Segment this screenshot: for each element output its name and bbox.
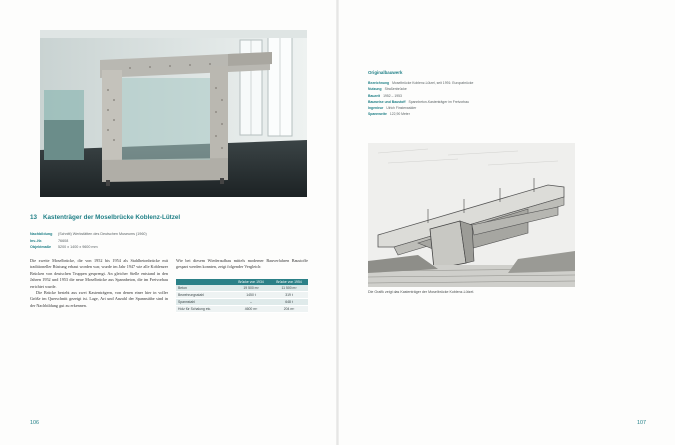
table-cell: 1450 t	[246, 293, 256, 297]
table-cell: 11 500 m³	[281, 286, 297, 290]
detail-label: Nutzung	[368, 87, 382, 92]
original-structure-details	[368, 80, 568, 118]
detail-row	[368, 111, 568, 117]
meta-value: 76608	[58, 238, 69, 243]
detail-label: Bauzeit	[368, 93, 381, 98]
section-number: 13	[30, 214, 38, 221]
exhibit-photo	[40, 30, 307, 197]
body-text-column-2	[176, 258, 308, 271]
section-title: Kastenträger der Moselbrücke Koblenz-Lützel	[43, 214, 181, 221]
bridge-sketch-drawing	[368, 143, 575, 287]
original-structure-heading: Originalbauwerk	[368, 70, 403, 75]
body-text-column-1	[30, 258, 168, 309]
sketch-caption: Die Grafik zeigt das Kastenträger der Moselbrücke Koblenz-Lützel.	[368, 290, 475, 294]
table-row	[176, 285, 308, 292]
table-cell: Bewehrungsstahl	[178, 293, 205, 297]
table-cell: 4600 m³	[244, 307, 258, 311]
meta-label: Inv.-Nr.	[30, 238, 43, 243]
table-row	[176, 306, 308, 313]
body-paragraph: Wie bei diesem Wiederaufbau mittels moderner Bauverfahren Baustoffe gespart werden konnten, zeigt folgender Vergleich:	[176, 258, 308, 270]
detail-label: Spannweite	[368, 112, 387, 117]
table-cell: 19 500 m³	[243, 286, 259, 290]
meta-row	[30, 238, 180, 245]
table-cell: –	[250, 300, 252, 304]
table-cell: Beton	[178, 286, 187, 290]
detail-label: Bauweise und Baustoff	[368, 99, 406, 104]
table-row	[176, 292, 308, 299]
meta-row	[30, 244, 180, 251]
meta-value: (Schnitt) Werkstätten des Deutschen Museums (1960)	[58, 232, 147, 236]
detail-label: Ingenieur	[368, 106, 384, 111]
book-gutter	[336, 0, 339, 445]
detail-value: Ulrich Finsterwalder	[386, 106, 417, 111]
table-header-cell: Brücke von 1954	[276, 280, 302, 284]
table-cell: Spannstahl	[178, 300, 195, 304]
page-number-right: 107	[637, 420, 646, 426]
table-header-cell: Brücke von 1934	[238, 280, 264, 284]
meta-label: Objektmaße	[30, 245, 52, 250]
object-meta	[30, 231, 180, 251]
section-heading	[30, 214, 320, 221]
meta-label: Nachbildung	[30, 232, 53, 236]
detail-value: 122,90 Meter	[389, 112, 410, 117]
body-paragraph: Die Brücke besteht aus zwei Kastenträgern, von denen einer hier in voller Größe im Querschnitt gezeigt ist. Lage, Art und Anzahl der Spannstäbe sind in der Nachbildung gut zu erkennen.	[30, 290, 168, 308]
detail-value: Straßenbrücke	[384, 87, 407, 92]
exhibit-photo-drawing	[40, 30, 307, 197]
detail-label: Bezeichnung	[368, 81, 390, 85]
page-number-left: 106	[30, 420, 39, 426]
table-cell: 319 t	[285, 293, 293, 297]
table-row	[176, 299, 308, 306]
table-cell: 648 t	[285, 300, 293, 304]
table-cell: Holz für Schalung etc.	[178, 307, 212, 311]
detail-value: Spannbeton-Kastenträger im Freivorbau	[408, 99, 470, 104]
table-cell: 204 m³	[283, 307, 295, 311]
comparison-table	[176, 279, 308, 313]
bridge-sketch	[368, 143, 575, 287]
detail-value: 1952 – 1953	[383, 93, 402, 98]
meta-value: 5200 x 1400 x 9600 mm	[58, 245, 98, 250]
body-paragraph: Die zweite Moselbrücke, die von 1952 bis 1954 als Stahlbetonbrücke mit traditioneller Rüstung erbaut worden war, wurde im Jahr 1947 wie alle Koblenzer Brücken von deutschen Truppen gesprengt. An gleicher Stelle entstand in den Jahren 1952 und 1953 die neue Moselbrücke aus Spannbeton, die im Freivorbau errichtet wurde.	[30, 258, 168, 289]
detail-value: Moselbrücke Koblenz-Lützel, seit 1991: Europabrücke	[392, 81, 474, 85]
meta-row	[30, 231, 180, 238]
